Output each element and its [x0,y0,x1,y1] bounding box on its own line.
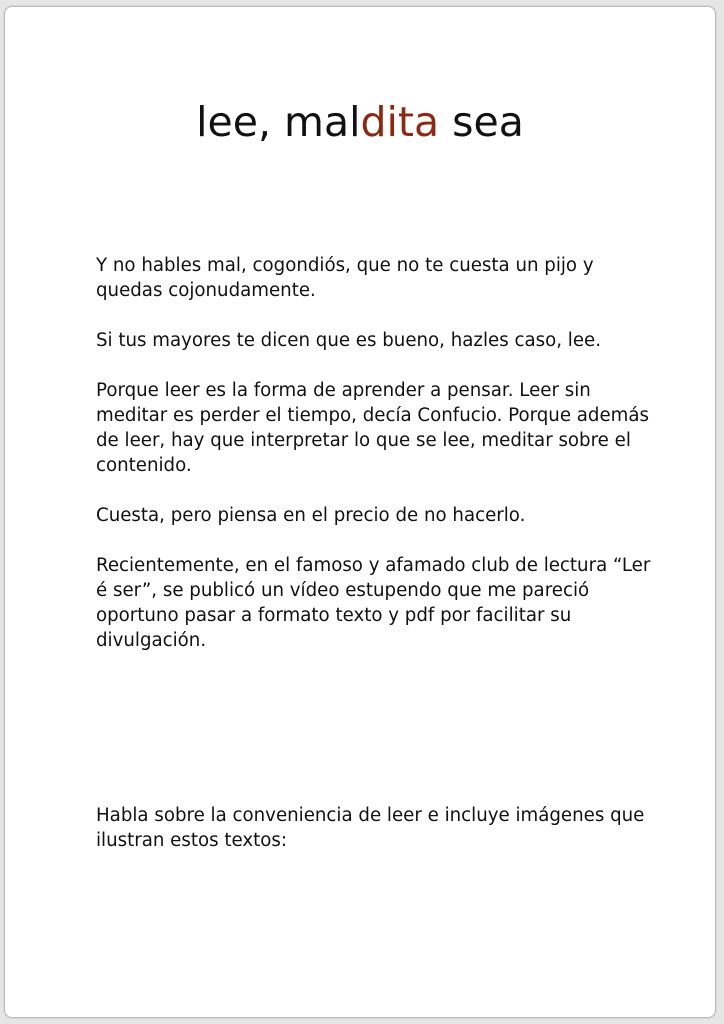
paragraph: Porque leer es la forma de aprender a pensar. Leer sin meditar es perder el tiempo, decía Confucio. Porque además de leer, hay que interpretar lo que se lee, meditar sobre el contenido. [96,380,650,476]
title-accent: dita [360,98,440,146]
title-part-2: sea [439,98,524,146]
page-title [5,97,715,147]
body-text [96,253,656,678]
paragraph: Cuesta, pero piensa en el precio de no hacerlo. [96,505,526,526]
paragraph: Recientemente, en el famoso y afamado club de lectura “Ler é ser”, se publicó un vídeo estupendo que me pareció oportuno pasar a formato texto y pdf por facilitar su divulgación. [96,555,651,651]
paragraph: Y no hables mal, cogondiós, que no te cuesta un pijo y quedas cojonudamente. [96,255,594,301]
footer-paragraph: Habla sobre la conveniencia de leer e incluye imágenes que ilustran estos textos: [96,805,645,851]
title-part-1: lee, mal [196,98,361,146]
paragraph: Si tus mayores te dicen que es bueno, hazles caso, lee. [96,330,601,351]
document-page [4,6,716,1018]
